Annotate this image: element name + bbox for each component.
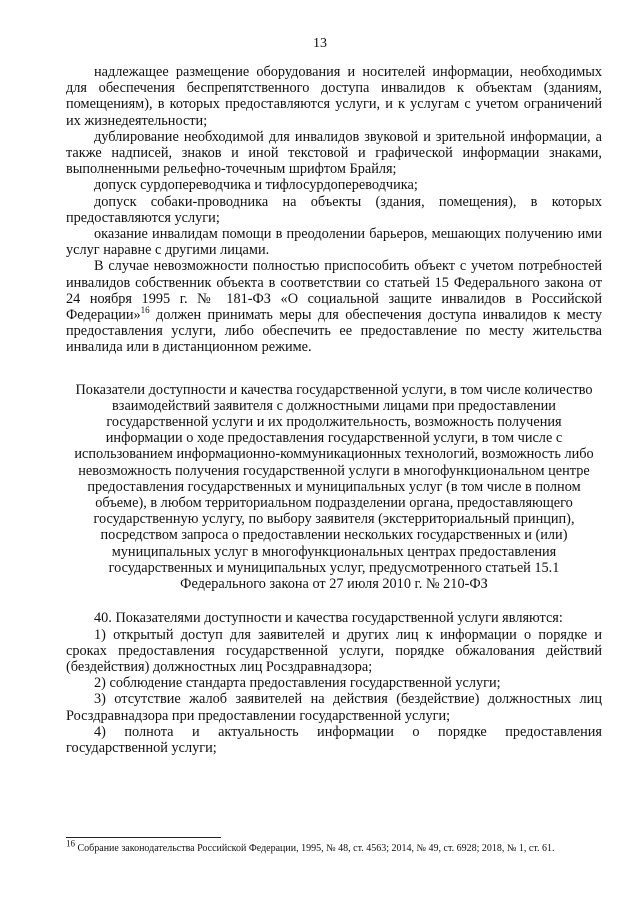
paragraph: дублирование необходимой для инвалидов звуковой и зрительной информации, а также надписей, знаков и иной текстовой и графической информации знаками, выполненными рельефно-точечным шрифтом Брайля; <box>66 128 602 178</box>
paragraph-law-reference <box>66 258 602 355</box>
spacer <box>66 592 602 610</box>
paragraph: допуск сурдопереводчика и тифлосурдопереводчика; <box>94 177 418 194</box>
footnote-divider <box>66 837 221 838</box>
list-item: 2) соблюдение стандарта предоставления государственной услуги; <box>94 675 501 692</box>
page-number: 13 <box>313 36 327 51</box>
paragraph: надлежащее размещение оборудования и носителей информации, необходимых для обеспечения беспрепятственного доступа инвалидов к объектам (зданиям, помещениям), в которых предоставляются услуги, и к услугам с учетом ограничений их жизнедеятельности; <box>66 64 602 129</box>
paragraph: оказание инвалидам помощи в преодолении барьеров, мешающих получению ими услуг наравне с другими лицами. <box>66 226 602 259</box>
section-heading: Показатели доступности и качества государственной услуги, в том числе количество взаимодействий заявителя с должностными лицами при предоставлении государственной услуги и их продолжительность, возможность получения информации о ходе предоставления государственной услуги, в том числе с использованием информационно-коммуникационных технологий, возможность либо невозможность получения государственной услуги в многофункциональном центре предоставления государственных и муниципальных услуг (в том числе в полном объеме), в любом территориальном подразделении органа, предоставляющего государственную услугу, по выбору заявителя (экстерриториальный принцип), посредством запроса о предоставлении нескольких государственных и (или) муниципальных услуг в многофункциональных центрах предоставления государственных и муниципальных услуг, предусмотренного статьей 15.1 Федерального закона от 27 июля 2010 г. № 210-ФЗ <box>74 381 594 593</box>
list-item: 1) открытый доступ для заявителей и других лиц к информации о порядке и сроках предоставления государственной услуги, порядке обжалования действий (бездействия) должностных лиц Росздравнадзора; <box>66 626 602 675</box>
footnote-text: Собрание законодательства Российской Федерации, 1995, № 48, ст. 4563; 2014, № 49, ст. 6928; 2018, № 1, ст. 61. <box>75 843 555 854</box>
body-text <box>66 64 602 756</box>
law-text-after: должен принимать меры для обеспечения доступа инвалидов к месту предоставления услуги, либо обеспечить ее предоставление по месту жительства инвалида или в дистанционном режиме. <box>66 307 602 356</box>
list-item: 4) полнота и актуальность информации о порядке предоставления государственной услуги; <box>66 723 602 756</box>
law-text-before: В случае невозможности полностью приспособить объект с учетом потребностей инвалидов собственник объекта в соответствии со статьей 15 Федерального закона от 24 ноября 1995 г. № 181-ФЗ «О социальной защите инвалидов в Российской Федерации» <box>66 258 602 324</box>
item-40-heading: 40. Показателями доступности и качества государственной услуги являются: <box>94 610 563 627</box>
footnote <box>66 838 602 855</box>
list-item: 3) отсутствие жалоб заявителей на действия (бездействие) должностных лиц Росздравнадзора при предоставлении государственной услуги; <box>66 691 602 724</box>
footnote-marker: 16 <box>66 838 75 849</box>
paragraph: допуск собаки-проводника на объекты (здания, помещения), в которых предоставляются услуги; <box>66 193 602 226</box>
footnote-reference[interactable]: 16 <box>140 305 150 316</box>
